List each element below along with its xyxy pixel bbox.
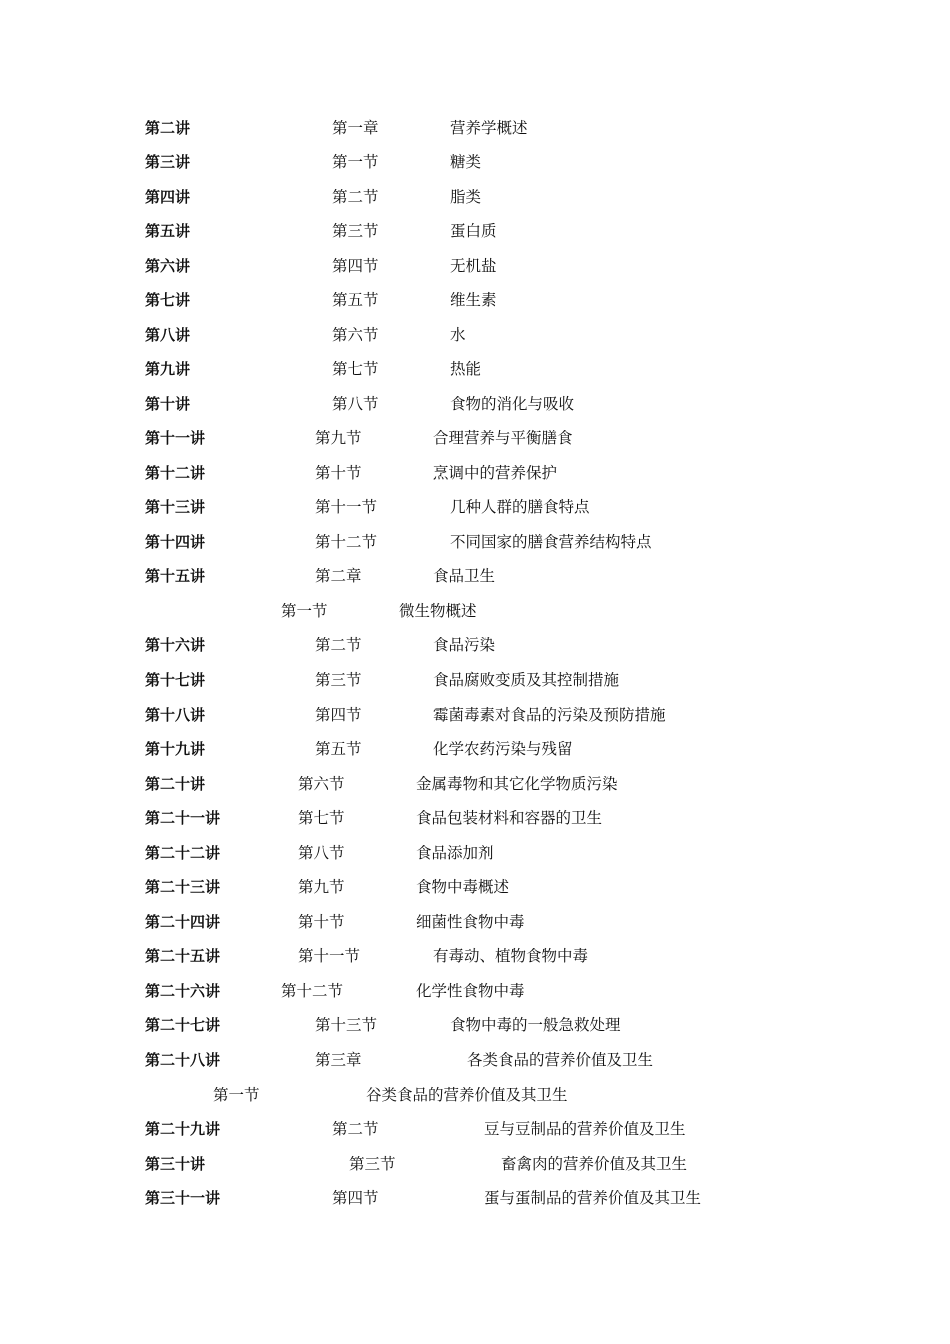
- topic-title: 糖类: [450, 153, 482, 171]
- toc-row: [0, 147, 950, 177]
- section-label: 第十节: [298, 913, 345, 931]
- lecture-label: 第二讲: [145, 119, 191, 137]
- topic-title: 谷类食品的营养价值及其卫生: [366, 1086, 568, 1104]
- topic-title: 烹调中的营养保护: [433, 464, 558, 482]
- section-label: 第十一节: [298, 947, 361, 965]
- toc-row: [0, 803, 950, 833]
- section-label: 第七节: [298, 809, 345, 827]
- lecture-label: 第二十三讲: [145, 878, 221, 896]
- toc-row: [0, 354, 950, 384]
- topic-title: 有毒动、植物食物中毒: [433, 947, 589, 965]
- section-label: 第十二节: [315, 533, 378, 551]
- lecture-label: 第二十一讲: [145, 809, 221, 827]
- toc-row: [0, 630, 950, 660]
- toc-row: [0, 1045, 950, 1075]
- topic-title: 食品腐败变质及其控制措施: [433, 671, 620, 689]
- topic-title: 食物中毒的一般急救处理: [450, 1016, 621, 1034]
- section-label: 第八节: [298, 844, 345, 862]
- lecture-label: 第六讲: [145, 257, 191, 275]
- section-label: 第二节: [315, 636, 362, 654]
- toc-row: [0, 216, 950, 246]
- section-label: 第四节: [332, 257, 379, 275]
- lecture-label: 第十九讲: [145, 740, 206, 758]
- lecture-label: 第三十一讲: [145, 1189, 221, 1207]
- lecture-label: 第十二讲: [145, 464, 206, 482]
- toc-row: [0, 769, 950, 799]
- lecture-label: 第十七讲: [145, 671, 206, 689]
- topic-title: 蛋白质: [450, 222, 497, 240]
- topic-title: 食物的消化与吸收: [450, 395, 575, 413]
- toc-row: [0, 1114, 950, 1144]
- section-label: 第二节: [332, 1120, 379, 1138]
- section-label: 第十节: [315, 464, 362, 482]
- topic-title: 食品添加剂: [416, 844, 494, 862]
- section-label: 第二章: [315, 567, 362, 585]
- lecture-label: 第二十七讲: [145, 1016, 221, 1034]
- lecture-label: 第二十六讲: [145, 982, 221, 1000]
- topic-title: 无机盐: [450, 257, 497, 275]
- toc-row: [0, 251, 950, 281]
- section-label: 第三节: [315, 671, 362, 689]
- section-label: 第十三节: [315, 1016, 378, 1034]
- toc-row: [0, 734, 950, 764]
- topic-title: 微生物概述: [399, 602, 477, 620]
- toc-row: [0, 976, 950, 1006]
- topic-title: 化学农药污染与残留: [433, 740, 573, 758]
- lecture-label: 第九讲: [145, 360, 191, 378]
- topic-title: 畜禽肉的营养价值及其卫生: [501, 1155, 688, 1173]
- section-label: 第十一节: [315, 498, 378, 516]
- section-label: 第十二节: [281, 982, 344, 1000]
- section-label: 第三章: [315, 1051, 362, 1069]
- toc-row: [0, 872, 950, 902]
- section-label: 第九节: [298, 878, 345, 896]
- section-label: 第一章: [332, 119, 379, 137]
- topic-title: 食品卫生: [433, 567, 496, 585]
- topic-title: 几种人群的膳食特点: [450, 498, 590, 516]
- lecture-label: 第二十二讲: [145, 844, 221, 862]
- toc-row: [0, 1149, 950, 1179]
- topic-title: 各类食品的营养价值及卫生: [467, 1051, 654, 1069]
- topic-title: 合理营养与平衡膳食: [433, 429, 573, 447]
- section-label: 第四节: [315, 706, 362, 724]
- section-label: 第七节: [332, 360, 379, 378]
- toc-row: [0, 113, 950, 143]
- topic-title: 蛋与蛋制品的营养价值及其卫生: [484, 1189, 702, 1207]
- toc-row: [0, 941, 950, 971]
- lecture-label: 第二十四讲: [145, 913, 221, 931]
- lecture-label: 第三讲: [145, 153, 191, 171]
- section-label: 第五节: [332, 291, 379, 309]
- toc-row: [0, 838, 950, 868]
- topic-title: 脂类: [450, 188, 482, 206]
- lecture-label: 第十六讲: [145, 636, 206, 654]
- lecture-label: 第二十八讲: [145, 1051, 221, 1069]
- toc-row: [0, 1080, 950, 1110]
- lecture-label: 第七讲: [145, 291, 191, 309]
- lecture-label: 第五讲: [145, 222, 191, 240]
- toc-row: [0, 458, 950, 488]
- lecture-label: 第二十九讲: [145, 1120, 221, 1138]
- section-label: 第三节: [332, 222, 379, 240]
- lecture-label: 第二十五讲: [145, 947, 221, 965]
- section-label: 第三节: [349, 1155, 396, 1173]
- toc-row: [0, 596, 950, 626]
- topic-title: 热能: [450, 360, 482, 378]
- toc-row: [0, 527, 950, 557]
- topic-title: 水: [450, 326, 466, 344]
- section-label: 第一节: [332, 153, 379, 171]
- toc-row: [0, 182, 950, 212]
- lecture-label: 第十三讲: [145, 498, 206, 516]
- toc-row: [0, 561, 950, 591]
- topic-title: 维生素: [450, 291, 497, 309]
- lecture-label: 第十五讲: [145, 567, 206, 585]
- section-label: 第六节: [332, 326, 379, 344]
- topic-title: 豆与豆制品的营养价值及卫生: [484, 1120, 686, 1138]
- toc-row: [0, 1183, 950, 1213]
- lecture-label: 第八讲: [145, 326, 191, 344]
- lecture-label: 第二十讲: [145, 775, 206, 793]
- topic-title: 金属毒物和其它化学物质污染: [416, 775, 618, 793]
- section-label: 第九节: [315, 429, 362, 447]
- lecture-label: 第十八讲: [145, 706, 206, 724]
- toc-row: [0, 492, 950, 522]
- topic-title: 细菌性食物中毒: [416, 913, 525, 931]
- topic-title: 营养学概述: [450, 119, 528, 137]
- topic-title: 食品污染: [433, 636, 496, 654]
- section-label: 第四节: [332, 1189, 379, 1207]
- toc-row: [0, 907, 950, 937]
- lecture-label: 第四讲: [145, 188, 191, 206]
- section-label: 第五节: [315, 740, 362, 758]
- topic-title: 食物中毒概述: [416, 878, 510, 896]
- toc-row: [0, 665, 950, 695]
- toc-row: [0, 285, 950, 315]
- toc-row: [0, 1010, 950, 1040]
- section-label: 第一节: [213, 1086, 260, 1104]
- section-label: 第二节: [332, 188, 379, 206]
- topic-title: 食品包装材料和容器的卫生: [416, 809, 603, 827]
- lecture-label: 第十讲: [145, 395, 191, 413]
- section-label: 第六节: [298, 775, 345, 793]
- topic-title: 化学性食物中毒: [416, 982, 525, 1000]
- lecture-label: 第三十讲: [145, 1155, 206, 1173]
- toc-row: [0, 389, 950, 419]
- section-label: 第一节: [281, 602, 328, 620]
- lecture-label: 第十四讲: [145, 533, 206, 551]
- topic-title: 不同国家的膳食营养结构特点: [450, 533, 652, 551]
- section-label: 第八节: [332, 395, 379, 413]
- toc-row: [0, 700, 950, 730]
- toc-row: [0, 423, 950, 453]
- toc-row: [0, 320, 950, 350]
- topic-title: 霉菌毒素对食品的污染及预防措施: [433, 706, 666, 724]
- lecture-label: 第十一讲: [145, 429, 206, 447]
